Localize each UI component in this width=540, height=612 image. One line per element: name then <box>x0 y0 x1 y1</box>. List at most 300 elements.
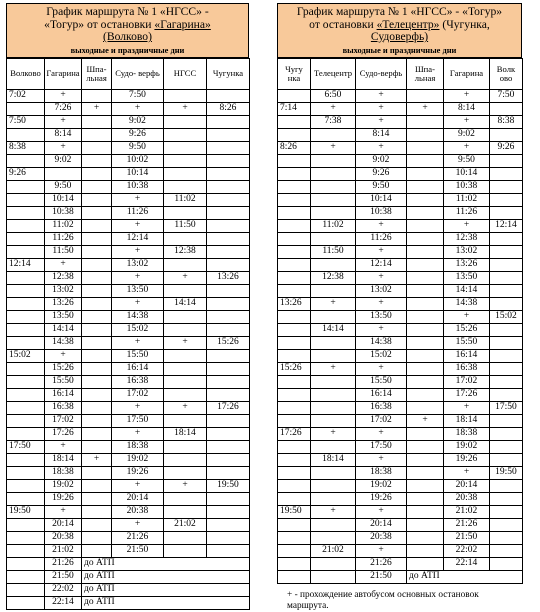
right-cell <box>490 271 523 284</box>
right-cell <box>278 219 311 232</box>
table-row <box>278 505 523 518</box>
right-cell <box>490 453 523 466</box>
right-cell <box>407 362 444 375</box>
left-cell: 9:50 <box>45 180 82 193</box>
right-cell: 15:02 <box>356 349 407 362</box>
right-cell <box>490 102 523 115</box>
left-cell <box>164 349 207 362</box>
left-cell <box>7 583 45 596</box>
left-cell: 13:02 <box>45 284 82 297</box>
left-header <box>6 3 249 58</box>
right-cell <box>407 167 444 180</box>
left-stop-name: «Гагарина» <box>154 17 211 31</box>
left-cell: 11:02 <box>45 219 82 232</box>
right-cell <box>490 531 523 544</box>
left-cell <box>7 310 45 323</box>
table-row <box>7 206 250 219</box>
left-cell: 13:50 <box>112 284 164 297</box>
left-cell: + <box>112 219 164 232</box>
left-cell: + <box>164 401 207 414</box>
left-cell: + <box>82 102 112 115</box>
right-cell <box>407 336 444 349</box>
left-cell <box>207 453 250 466</box>
table-row <box>278 453 523 466</box>
table-row <box>278 427 523 440</box>
left-cell <box>207 362 250 375</box>
right-cell: + <box>356 115 407 128</box>
left-cell <box>7 518 45 531</box>
right-cell: + <box>444 310 490 323</box>
left-cell <box>7 206 45 219</box>
left-cell: 9:26 <box>7 167 45 180</box>
left-cell: 14:38 <box>45 336 82 349</box>
right-cell: + <box>356 297 407 310</box>
left-cell <box>207 349 250 362</box>
right-cell <box>490 232 523 245</box>
right-cell: 10:38 <box>444 180 490 193</box>
left-cell: 15:50 <box>45 375 82 388</box>
right-cell: 14:14 <box>444 284 490 297</box>
right-cell <box>278 570 311 583</box>
left-cell: 18:38 <box>45 466 82 479</box>
left-cell: + <box>164 271 207 284</box>
table-row <box>7 427 250 440</box>
left-cell <box>7 336 45 349</box>
left-cell <box>82 310 112 323</box>
left-title-line2-text: «Тогур» от остановки <box>44 17 155 31</box>
right-cell: + <box>311 427 356 440</box>
right-cell <box>311 310 356 323</box>
left-cell: 13:02 <box>112 258 164 271</box>
left-cell <box>207 180 250 193</box>
table-row <box>7 219 250 232</box>
right-cell: 14:38 <box>444 297 490 310</box>
left-cell <box>82 206 112 219</box>
left-cell <box>82 336 112 349</box>
left-cell <box>207 245 250 258</box>
left-cell <box>82 89 112 102</box>
left-cell <box>82 388 112 401</box>
table-row <box>278 401 523 414</box>
right-cell: 10:14 <box>356 193 407 206</box>
right-cell <box>311 349 356 362</box>
right-cell <box>311 388 356 401</box>
right-cell: 15:02 <box>490 310 523 323</box>
left-cell: 7:50 <box>7 115 45 128</box>
right-cell: 16:14 <box>356 388 407 401</box>
left-cell <box>164 206 207 219</box>
right-cell <box>407 375 444 388</box>
right-cell: 7:14 <box>278 102 311 115</box>
left-cell: 14:14 <box>45 323 82 336</box>
right-cell: 17:26 <box>444 388 490 401</box>
left-cell <box>7 232 45 245</box>
left-cell <box>164 505 207 518</box>
right-cell <box>278 271 311 284</box>
left-cell <box>164 128 207 141</box>
right-cell <box>407 206 444 219</box>
table-row <box>278 492 523 505</box>
schedule-right <box>277 3 522 612</box>
table-row <box>7 284 250 297</box>
right-cell <box>490 388 523 401</box>
left-cell: 10:14 <box>45 193 82 206</box>
left-cell <box>207 414 250 427</box>
left-cell <box>82 297 112 310</box>
right-cell: + <box>356 245 407 258</box>
table-row <box>278 570 523 583</box>
right-cell: 19:26 <box>356 492 407 505</box>
left-cell: + <box>112 271 164 284</box>
right-cell: 9:26 <box>356 167 407 180</box>
right-cell: 22:02 <box>444 544 490 557</box>
right-title-line2-tail: (Чугунка, <box>439 17 490 31</box>
left-cell <box>207 219 250 232</box>
left-cell <box>207 193 250 206</box>
left-cell: 8:38 <box>7 141 45 154</box>
left-cell: 20:38 <box>45 531 82 544</box>
table-row <box>278 440 523 453</box>
right-cell: 21:26 <box>356 557 407 570</box>
left-cell: 21:26 <box>45 557 82 570</box>
right-cell: 12:14 <box>356 258 407 271</box>
left-cell <box>82 128 112 141</box>
right-cell: + <box>444 115 490 128</box>
right-cell <box>278 518 311 531</box>
right-cell <box>490 180 523 193</box>
right-cell: 21:02 <box>444 505 490 518</box>
left-cell <box>7 570 45 583</box>
right-cell <box>407 245 444 258</box>
left-cell: 17:50 <box>112 414 164 427</box>
right-cell <box>278 492 311 505</box>
left-cell <box>164 180 207 193</box>
left-cell <box>164 310 207 323</box>
right-title-line3 <box>280 31 519 44</box>
right-cell <box>490 336 523 349</box>
table-row <box>7 323 250 336</box>
right-cell: 17:26 <box>278 427 311 440</box>
right-cell <box>278 414 311 427</box>
right-cell: 12:14 <box>490 219 523 232</box>
right-cell <box>278 206 311 219</box>
left-cell <box>82 427 112 440</box>
right-cell <box>311 414 356 427</box>
table-row <box>278 388 523 401</box>
right-cell: 8:38 <box>490 115 523 128</box>
right-column-header: Телецентр <box>311 58 356 89</box>
table-row <box>7 414 250 427</box>
right-cell: + <box>356 505 407 518</box>
left-cell: до АТП <box>82 570 250 583</box>
left-cell <box>82 375 112 388</box>
table-row <box>278 336 523 349</box>
right-cell <box>278 284 311 297</box>
right-cell <box>490 258 523 271</box>
left-column-header: Шпа- льная <box>82 58 112 89</box>
left-cell: + <box>45 89 82 102</box>
left-timetable <box>6 58 250 610</box>
right-cell: до АТП <box>407 570 523 583</box>
left-cell <box>7 466 45 479</box>
left-cell <box>207 466 250 479</box>
table-row <box>278 180 523 193</box>
left-cell: 12:14 <box>7 258 45 271</box>
table-row <box>7 102 250 115</box>
table-row <box>7 362 250 375</box>
footnote <box>277 590 522 612</box>
table-row <box>7 375 250 388</box>
right-cell <box>278 258 311 271</box>
right-cell <box>490 375 523 388</box>
left-cell <box>7 401 45 414</box>
right-cell <box>490 518 523 531</box>
left-stop-alt: (Волково) <box>103 30 152 44</box>
right-cell: 11:50 <box>311 245 356 258</box>
table-row <box>278 544 523 557</box>
right-cell: + <box>356 219 407 232</box>
right-cell <box>278 440 311 453</box>
left-cell: 15:26 <box>45 362 82 375</box>
right-cell: 19:02 <box>356 479 407 492</box>
left-cell: до АТП <box>82 596 250 609</box>
right-cell: 20:14 <box>444 479 490 492</box>
left-cell: 19:26 <box>112 466 164 479</box>
left-cell: 12:14 <box>112 232 164 245</box>
left-cell <box>82 258 112 271</box>
table-row <box>278 141 523 154</box>
right-cell: 21:26 <box>444 518 490 531</box>
left-cell: 8:26 <box>207 102 250 115</box>
left-cell: + <box>82 453 112 466</box>
right-cell: 16:14 <box>444 349 490 362</box>
left-cell: 12:38 <box>164 245 207 258</box>
left-cell <box>7 284 45 297</box>
right-cell <box>490 167 523 180</box>
left-cell <box>207 427 250 440</box>
left-cell <box>82 414 112 427</box>
right-cell: + <box>356 544 407 557</box>
right-cell <box>490 544 523 557</box>
right-cell <box>278 479 311 492</box>
right-cell <box>278 388 311 401</box>
right-header <box>277 3 522 58</box>
left-cell <box>7 102 45 115</box>
right-cell <box>311 375 356 388</box>
right-cell: 18:14 <box>444 414 490 427</box>
right-timetable <box>277 58 523 584</box>
left-cell <box>207 206 250 219</box>
left-cell <box>207 492 250 505</box>
left-cell <box>164 466 207 479</box>
table-row <box>7 193 250 206</box>
right-cell: 9:02 <box>444 128 490 141</box>
left-cell: до АТП <box>82 583 250 596</box>
table-row <box>7 245 250 258</box>
right-cell <box>490 154 523 167</box>
right-cell: 19:50 <box>490 466 523 479</box>
table-row <box>7 141 250 154</box>
left-cell: 10:02 <box>112 154 164 167</box>
left-cell: 9:50 <box>112 141 164 154</box>
left-cell <box>82 323 112 336</box>
left-cell <box>7 492 45 505</box>
right-cell <box>278 115 311 128</box>
right-cell: 17:50 <box>490 401 523 414</box>
table-row <box>278 128 523 141</box>
left-cell <box>7 297 45 310</box>
left-cell: + <box>45 258 82 271</box>
left-cell <box>7 427 45 440</box>
right-cell: + <box>356 453 407 466</box>
left-cell: 13:50 <box>45 310 82 323</box>
left-cell: 19:02 <box>112 453 164 466</box>
right-cell <box>490 505 523 518</box>
right-cell: 11:02 <box>311 219 356 232</box>
left-cell: + <box>112 336 164 349</box>
right-cell <box>490 492 523 505</box>
right-cell <box>490 427 523 440</box>
right-cell <box>311 128 356 141</box>
table-row <box>278 167 523 180</box>
left-cell: 11:26 <box>112 206 164 219</box>
left-cell <box>82 505 112 518</box>
left-cell: 7:02 <box>7 89 45 102</box>
right-cell: 16:38 <box>356 401 407 414</box>
right-cell: 14:14 <box>311 323 356 336</box>
right-cell <box>278 323 311 336</box>
right-cell: + <box>356 362 407 375</box>
right-cell: 13:50 <box>444 271 490 284</box>
left-cell: 13:26 <box>45 297 82 310</box>
left-cell <box>7 271 45 284</box>
right-cell <box>407 518 444 531</box>
right-cell: + <box>407 102 444 115</box>
table-row <box>7 596 250 609</box>
right-cell <box>490 440 523 453</box>
left-cell <box>207 154 250 167</box>
right-cell: 8:14 <box>356 128 407 141</box>
right-cell <box>490 193 523 206</box>
right-cell <box>278 128 311 141</box>
left-cell: 17:50 <box>7 440 45 453</box>
left-title-line3 <box>9 31 246 44</box>
right-cell <box>278 531 311 544</box>
right-cell <box>278 89 311 102</box>
right-cell <box>490 297 523 310</box>
left-cell <box>82 544 112 557</box>
left-cell: + <box>45 505 82 518</box>
right-cell <box>490 323 523 336</box>
table-row <box>7 466 250 479</box>
left-cell: 11:50 <box>164 219 207 232</box>
left-cell <box>82 440 112 453</box>
left-cell <box>207 544 250 557</box>
right-cell: 13:02 <box>444 245 490 258</box>
right-cell <box>278 232 311 245</box>
right-cell: 10:14 <box>444 167 490 180</box>
table-row <box>7 401 250 414</box>
left-cell: 7:26 <box>45 102 82 115</box>
right-column-header: Гагарина <box>444 58 490 89</box>
right-cell <box>278 154 311 167</box>
right-cell <box>311 336 356 349</box>
left-cell <box>164 89 207 102</box>
right-cell <box>311 193 356 206</box>
left-cell <box>7 531 45 544</box>
right-cell: 18:38 <box>444 427 490 440</box>
right-cell: 6:50 <box>311 89 356 102</box>
left-cell: 9:26 <box>112 128 164 141</box>
left-cell: 8:14 <box>45 128 82 141</box>
right-cell <box>407 349 444 362</box>
right-cell <box>407 466 444 479</box>
table-row <box>278 89 523 102</box>
left-cell: 7:50 <box>112 89 164 102</box>
right-cell <box>278 453 311 466</box>
left-cell: 22:02 <box>45 583 82 596</box>
left-cell: 18:14 <box>45 453 82 466</box>
left-cell <box>82 518 112 531</box>
left-cell <box>164 492 207 505</box>
left-cell <box>207 141 250 154</box>
right-cell <box>278 336 311 349</box>
right-cell: + <box>356 102 407 115</box>
table-row <box>7 115 250 128</box>
table-row <box>7 128 250 141</box>
right-cell <box>407 193 444 206</box>
left-cell: 13:26 <box>207 271 250 284</box>
left-cell: 22:14 <box>45 596 82 609</box>
left-cell: 11:26 <box>45 232 82 245</box>
left-cell <box>7 557 45 570</box>
right-cell: 17:50 <box>356 440 407 453</box>
right-cell <box>407 427 444 440</box>
right-cell <box>278 180 311 193</box>
footnote-line2: маршрута. <box>287 600 329 611</box>
right-cell <box>311 570 356 583</box>
left-cell: 9:02 <box>112 115 164 128</box>
left-cell <box>207 388 250 401</box>
left-cell <box>207 89 250 102</box>
right-cell <box>490 245 523 258</box>
right-column-header: Чугу нка <box>278 58 311 89</box>
left-cell: 15:02 <box>112 323 164 336</box>
left-cell: + <box>164 479 207 492</box>
right-cell: 10:38 <box>356 206 407 219</box>
table-row <box>7 232 250 245</box>
table-row <box>278 531 523 544</box>
left-cell: 17:02 <box>45 414 82 427</box>
right-cell <box>490 128 523 141</box>
left-cell <box>164 323 207 336</box>
left-cell: 21:50 <box>45 570 82 583</box>
table-row <box>278 349 523 362</box>
left-cell <box>82 531 112 544</box>
left-cell <box>164 375 207 388</box>
table-row <box>278 284 523 297</box>
table-row <box>278 466 523 479</box>
table-row <box>278 206 523 219</box>
right-cell <box>311 206 356 219</box>
left-cell: 20:14 <box>45 518 82 531</box>
left-cell <box>7 375 45 388</box>
right-column-header: Шпа- льная <box>407 58 444 89</box>
left-column-header: Судо- верфь <box>112 58 164 89</box>
left-cell: 21:02 <box>164 518 207 531</box>
right-cell <box>490 349 523 362</box>
right-cell <box>278 349 311 362</box>
